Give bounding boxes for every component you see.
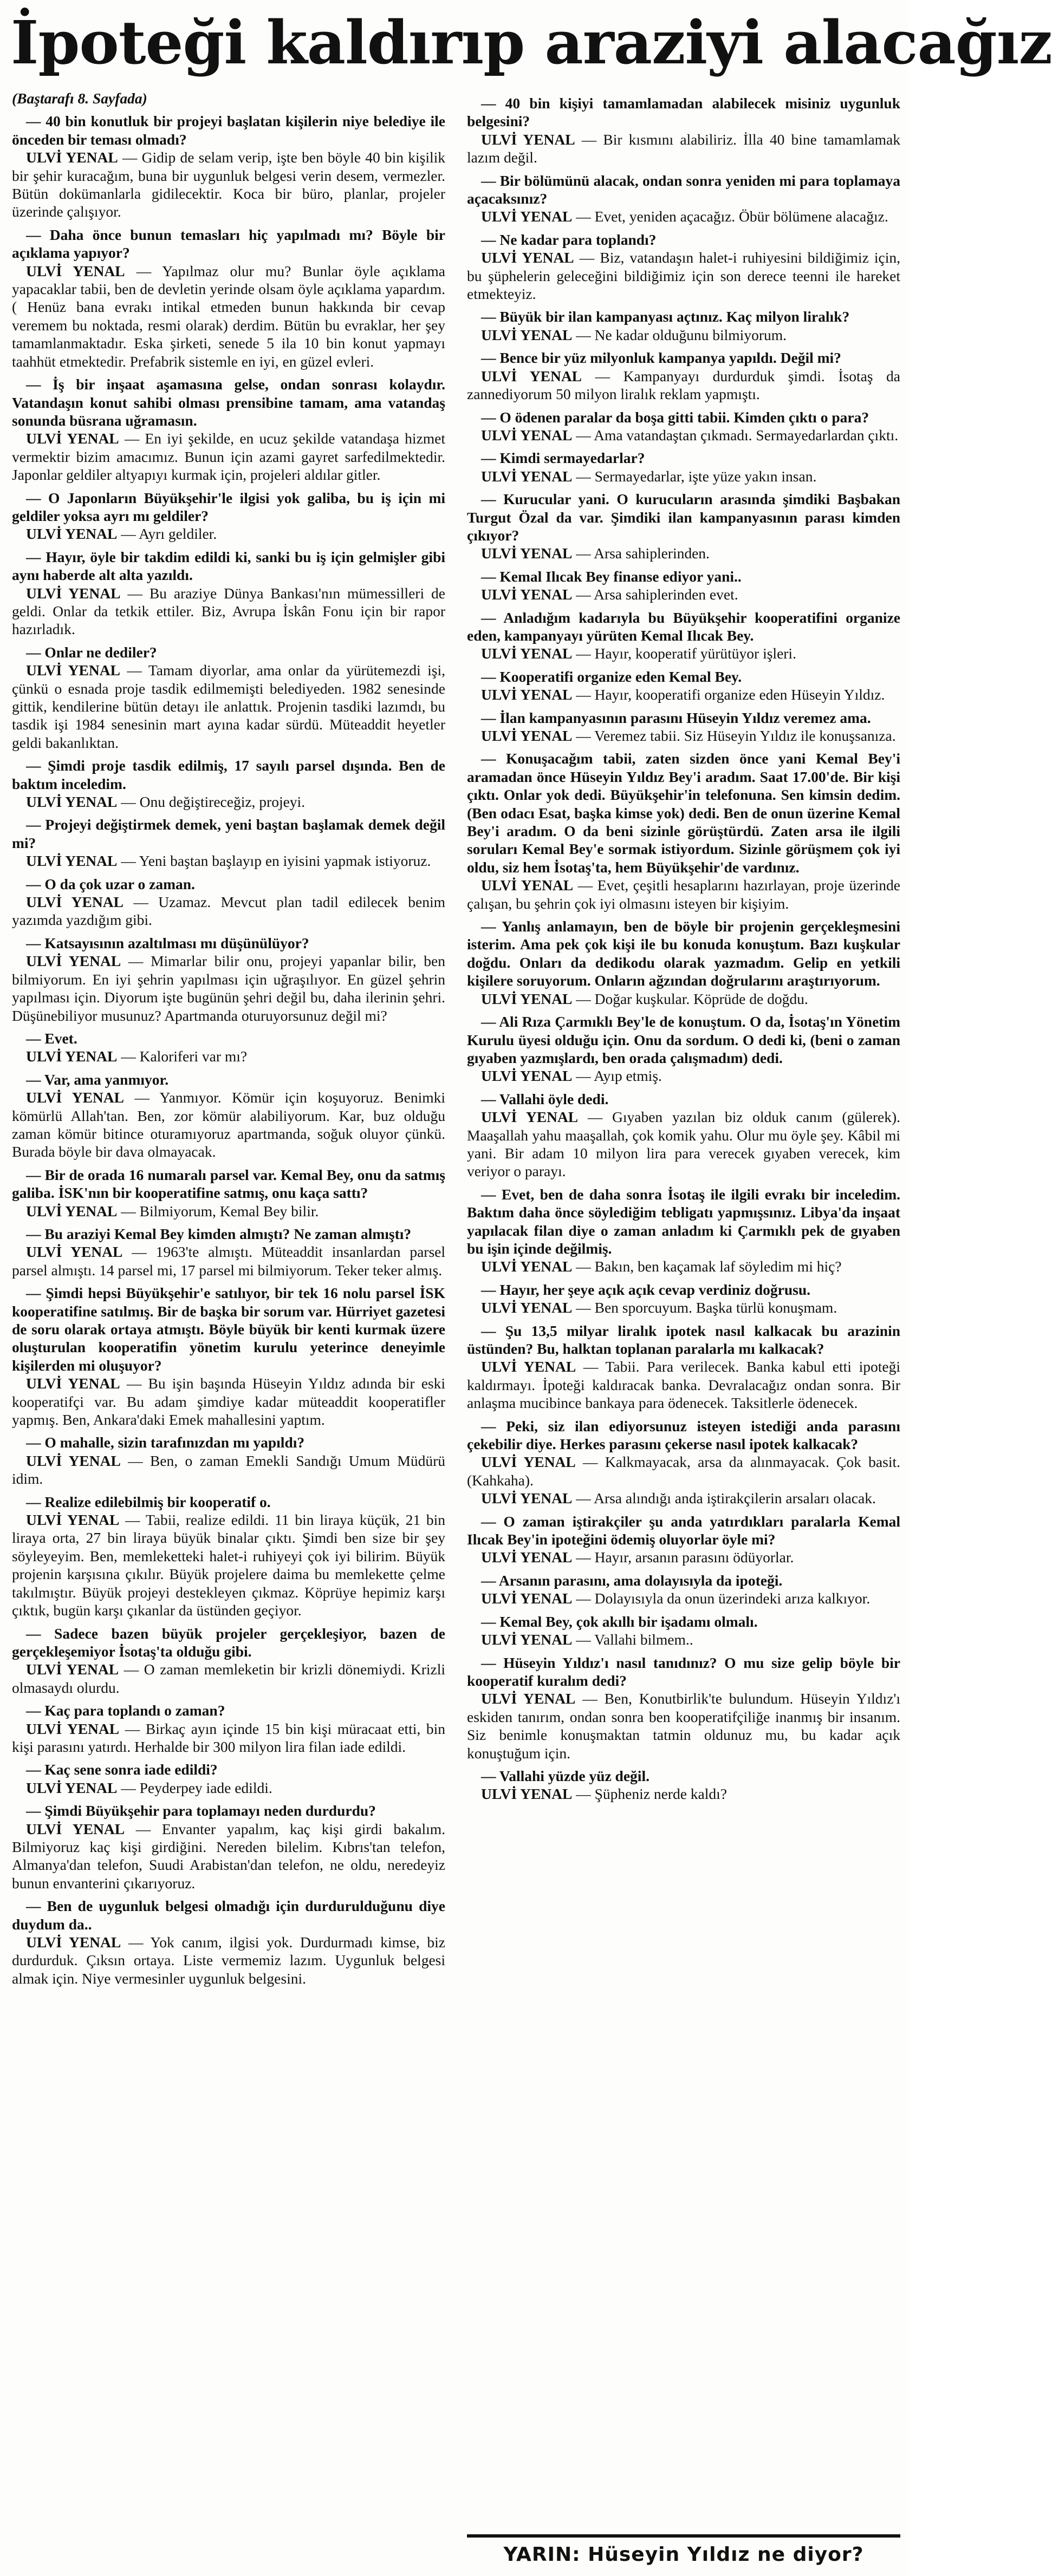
interview-answer — [467, 727, 900, 745]
interview-question: — Katsayısının azaltılması mı düşünülüyor? — [26, 934, 309, 951]
answer-text: — Envanter yapalım, kaç kişi girdi bakalım. Bilmiyoruz kaç kişi girdiğini. Nereden bilelim. Kıbrıs'tan telefon, Almanya'dan telefon, Suudi Arabistan'dan telefon, ne oldu, neredeyiz bunun envanterini çıkarıyoruz. — [12, 1820, 445, 1892]
speaker-name: ULVİ YENAL — [481, 1690, 576, 1707]
answer-text: — Evet, çeşitli hesaplarını hazırlayan, proje üzerinde çalışan, bu şehrin çok iyi olmasını isteyen bir kişiyim. — [467, 877, 900, 912]
answer-text: — Veremez tabii. Siz Hüseyin Yıldız ile konuşsanıza. — [576, 727, 896, 744]
interview-answer — [12, 429, 445, 484]
answer-text: — Kaloriferi var mı? — [121, 1048, 248, 1065]
interview-answer — [12, 1047, 445, 1065]
speaker-name: ULVİ YENAL — [481, 1258, 573, 1275]
interview-question: — Evet, ben de daha sonra İsotaş ile ilgili evrakı bir inceledim. Baktım daha önce söylediğim tebligatı yapmışsınız. Libya'da inşaat yapılacak filan diye o zaman anladım ki Çarmıklı pek de gıyaben bu işin içinde değilmiş. — [467, 1185, 900, 1257]
interview-question: — Kurucular yani. O kurucuların arasında şimdiki Başbakan Turgut Özal da var. Şimdiki ilan kampanyasının parası kimden çıkıyor? — [467, 491, 900, 544]
speaker-name: ULVİ YENAL — [481, 586, 573, 603]
speaker-name: ULVİ YENAL — [26, 1779, 118, 1796]
interview-question: — Konuşacağım tabii, zaten sizden önce yani Kemal Bey'i aramadan önce Hüseyin Yıldız Bey'i aradım. Saat 17.00'de. Bir kişi çıktı. Onlar yok dedi. Büyükşehir'in telefonuna. Sen kimsin dedim. (Ben odacı Esat, başka kimse yok) dedi. Ben de onun üzerine Kemal Bey'i aradım. O da beni sizinle görüştürdü. Zaten arsa ile ilgili soruları Kemal Bey'e sormak istiyordum. Sizinle görüşmem çok iyi oldu, siz hem İsotaş'ta, hem Büyükşehir'de vardınız. — [467, 750, 900, 876]
interview-question: — Projeyi değiştirmek demek, yeni baştan başlamak demek değil mi? — [12, 816, 445, 851]
interview-question: — Kimdi sermayedarlar? — [481, 449, 645, 467]
speaker-name: ULVİ YENAL — [481, 467, 573, 485]
answer-text: — Ne kadar olduğunu bilmiyorum. — [576, 326, 787, 343]
interview-question: — 40 bin konutluk bir projeyi başlatan kişilerin niye belediye ile önceden bir teması olmadı? — [12, 113, 445, 148]
speaker-name: ULVİ YENAL — [481, 426, 573, 444]
answer-text: — Hayır, kooperatifi organize eden Hüseyin Yıldız. — [576, 686, 885, 703]
interview-answer — [12, 148, 445, 221]
interview-answer — [467, 326, 900, 344]
interview-answer — [12, 1660, 445, 1697]
answer-text: — O zaman memleketin bir krizli dönemiydi. Krizli olmasaydı olurdu. — [12, 1661, 445, 1696]
speaker-name: ULVİ YENAL — [26, 1202, 118, 1219]
speaker-name: ULVİ YENAL — [481, 877, 574, 894]
interview-answer — [467, 585, 900, 603]
answer-text: — Sermayedarlar, işte yüze yakın insan. — [576, 467, 817, 485]
interview-question: — Kaç para toplandı o zaman? — [26, 1702, 225, 1719]
interview-answer — [12, 1720, 445, 1756]
answer-text: — Tabii. Para verilecek. Banka kabul etti ipoteği kaldırmayı. İpoteği kaldıracak banka. Devralacağız ondan sonra. Bir anlaşma mucibince bankaya para ödenecek. Taksitlerle ödenecek. — [467, 1358, 900, 1412]
interview-answer — [467, 207, 900, 225]
answer-text: — Arsa alındığı anda iştirakçilerin arsaları olacak. — [576, 1490, 876, 1507]
speaker-name: ULVİ YENAL — [481, 326, 573, 343]
interview-answer — [467, 1358, 900, 1412]
interview-answer — [467, 1299, 900, 1316]
interview-answer — [467, 426, 900, 444]
speaker-name: ULVİ YENAL — [481, 1490, 573, 1507]
interview-question: — Daha önce bunun temasları hiç yapılmadı mı? Böyle bir açıklama yapıyor? — [12, 226, 445, 262]
speaker-name: ULVİ YENAL — [26, 1820, 125, 1837]
interview-answer — [467, 686, 900, 703]
answer-text: — Kalkmayacak, arsa da alınmayacak. Çok basit. (Kahkaha). — [467, 1453, 900, 1489]
interview-answer — [12, 1511, 445, 1619]
speaker-name: ULVİ YENAL — [26, 1375, 120, 1392]
answer-text: — Dolayısıyla da onun üzerindeki arıza kalkıyor. — [576, 1590, 871, 1607]
interview-question: — Yanlış anlamayın, ben de böyle bir projenin gerçekleşmesini isterim. Ama pek çok kişi ile bu konuda konuştum. Bazı kuşkular doğdu. Onları da dedikodu olarak yazmadım. Gelip en yetkili kişilere soruyorum. Onların ağzından doğrularını araştırıyorum. — [467, 918, 900, 989]
speaker-name: ULVİ YENAL — [481, 249, 574, 266]
answer-text: — Hayır, kooperatif yürütüyor işleri. — [576, 645, 796, 662]
answer-text: — Peyderpey iade edildi. — [121, 1779, 272, 1796]
interview-answer — [467, 1690, 900, 1762]
interview-right-body — [467, 94, 900, 1803]
interview-answer — [12, 1452, 445, 1488]
interview-question: — Arsanın parasını, ama dolayısıyla da ipoteği. — [481, 1571, 783, 1589]
interview-question: — O Japonların Büyükşehir'le ilgisi yok galiba, bu iş için mi geldiler yoksa ayrı mı geldiler? — [12, 489, 445, 524]
speaker-name: ULVİ YENAL — [481, 208, 573, 225]
interview-question: — Hüseyin Yıldız'ı nasıl tanıdınız? O mu size gelip böyle bir kooperatif kuralım dedi? — [467, 1654, 900, 1689]
answer-text: — Bakın, ben kaçamak laf söyledim mi hiç? — [576, 1258, 842, 1275]
interview-question: — O zaman iştirakçiler şu anda yatırdıkları paralarla Kemal Ilıcak Bey'in ipoteğini ödemiş oluyorlar öyle mi? — [467, 1512, 900, 1548]
interview-answer — [467, 1108, 900, 1181]
speaker-name: ULVİ YENAL — [481, 1590, 573, 1607]
speaker-name: ULVİ YENAL — [481, 1067, 573, 1085]
speaker-name: ULVİ YENAL — [26, 1089, 124, 1106]
interview-question: — Şu 13,5 milyar liralık ipotek nasıl kalkacak bu arazinin üstünden? Bu, halktan toplanan paralarla mı kalkacak? — [467, 1322, 900, 1357]
interview-answer — [12, 1202, 445, 1220]
speaker-name: ULVİ YENAL — [26, 1243, 123, 1261]
speaker-name: ULVİ YENAL — [26, 1452, 121, 1469]
interview-question: — Evet. — [26, 1029, 77, 1047]
interview-question: — Peki, siz ilan ediyorsunuz isteyen istediği anda parasını çekebilir diye. Herkes parasını çekerse nasıl ipotek kalkacak? — [467, 1417, 900, 1453]
answer-text: — Tamam diyorlar, ama onlar da yürütemezdi işi, çünkü o esnada proje tasdik edilmemişti belediyeden. 1982 senesinde gittik, kendilerine bütün detayı ile anlattık. Projenin tasdiki lazımdı, bu tasdik işi 1984 senesinin mart ayına kadar sürdü. Müteaddit heyetler geldi bakanlıktan. — [12, 662, 446, 751]
interview-answer — [467, 467, 900, 485]
speaker-name: ULVİ YENAL — [26, 525, 118, 543]
tomorrow-teaser: YARIN: Hüseyin Yıldız ne diyor? — [503, 2544, 864, 2566]
interview-answer — [467, 990, 900, 1008]
answer-text: — Ben, Konutbirlik'te bulundum. Hüseyin Yıldız'ı eskiden tanırım, ondan sonra ben kooperatifçiliğe inanmış bir insanım. Siz benimle konuşmaktan tatmin oldunuz mu, bu kadar açık konuştuğum için. — [467, 1690, 900, 1762]
interview-question: — Var, ama yanmıyor. — [26, 1071, 169, 1088]
interview-answer — [12, 584, 445, 638]
answer-text: — En iyi şekilde, en ucuz şekilde vatandaşa hizmet vermektir bizim amacımız. Bunun için azami gayret sarfedilmektedir. Japonlar geldiler altyapıyı kurmak için, projeleri aldılar gitler. — [12, 430, 446, 484]
speaker-name: ULVİ YENAL — [26, 1661, 119, 1678]
answer-text: — Yeni baştan başlayıp en iyisini yapmak istiyoruz. — [121, 852, 431, 870]
speaker-name: ULVİ YENAL — [481, 1299, 573, 1316]
answer-text: — Yanmıyor. Kömür için koşuyoruz. Benimki kömürlü Allah'tan. Ben, zor kömür alabiliyorum. Kar, buz olduğu zaman kömür bitince oturamıyoruz apartmanda, soğuk oluyor çünkü. Burada böyle bir dava olmayacak. — [12, 1089, 445, 1160]
speaker-name: ULVİ YENAL — [481, 645, 573, 662]
interview-question: — Kooperatifi organize eden Kemal Bey. — [481, 668, 742, 685]
answer-text: — 1963'te almıştı. Müteaddit insanlardan parsel parsel almıştı. 14 parsel mi, 17 parsel mi bilmiyorum. Teker teker almış. — [12, 1243, 445, 1279]
interview-answer — [12, 661, 445, 752]
interview-question: — O mahalle, sizin tarafınızdan mı yapıldı? — [26, 1434, 305, 1451]
speaker-name: ULVİ YENAL — [26, 1048, 118, 1065]
interview-answer — [467, 1067, 900, 1085]
interview-question: — Bir de orada 16 numaralı parsel var. Kemal Bey, onu da satmış galiba. İSK'nın bir kooperatifine satmış, onu kaça sattı? — [12, 1166, 445, 1202]
interview-answer — [12, 1933, 445, 1987]
answer-text: — Evet, yeniden açacağız. Öbür bölümene alacağız. — [576, 208, 888, 225]
interview-answer — [467, 1589, 900, 1607]
interview-question: — Büyük bir ilan kampanyası açtınız. Kaç milyon liralık? — [481, 308, 850, 325]
interview-answer — [12, 1088, 445, 1161]
interview-answer — [467, 1489, 900, 1507]
interview-question: — Şimdi Büyükşehir para toplamayı neden durdurdu? — [26, 1802, 376, 1819]
interview-question: — Şimdi proje tasdik edilmiş, 17 sayılı parsel dışında. Ben de baktım inceledim. — [12, 757, 445, 792]
interview-question: — Hayır, her şeye açık açık cevap verdiniz doğrusu. — [481, 1281, 811, 1298]
answer-text: — Vallahi bilmem.. — [576, 1631, 693, 1648]
interview-question: — Sadece bazen büyük projeler gerçekleşiyor, bazen de gerçekleşemiyor İsotaş'ta olduğu gibi. — [12, 1625, 445, 1660]
speaker-name: ULVİ YENAL — [26, 584, 121, 602]
headline: İpoteği kaldırıp araziyi alacağız — [11, 8, 1052, 77]
interview-question: — Onlar ne dediler? — [26, 643, 157, 661]
answer-text: — Biz, vatandaşın halet-i ruhiyesini bildiğimiz için, bu şüphelerin geleceğini bildiğimiz için son derece teenni ile hareket etmekteyiz. — [467, 249, 900, 303]
interview-question: — Ali Rıza Çarmıklı Bey'le de konuştum. O da, İsotaş'ın Yönetim Kurulu üyesi olduğu için. Onu da sordum. O dedi ki, (beni o zaman gıyaben yazmışlardı, ben orada çalışmadım) dedi. — [467, 1013, 900, 1066]
interview-question: — Kemal Ilıcak Bey finanse ediyor yani.. — [481, 568, 742, 585]
answer-text: — Bilmiyorum, Kemal Bey bilir. — [121, 1202, 319, 1219]
speaker-name: ULVİ YENAL — [26, 793, 118, 811]
speaker-name: ULVİ YENAL — [481, 545, 573, 562]
answer-text: — Arsa sahiplerinden. — [576, 545, 710, 562]
interview-answer — [12, 1374, 445, 1429]
answer-text: — Onu değiştireceğiz, projeyi. — [121, 793, 306, 811]
speaker-name: ULVİ YENAL — [481, 1108, 579, 1126]
interview-answer — [467, 544, 900, 562]
interview-answer — [12, 1779, 445, 1797]
interview-answer — [467, 1785, 900, 1803]
interview-answer — [12, 893, 445, 929]
interview-question: — Anladığım kadarıyla bu Büyükşehir kooperatifini organize eden, kampanyayı yürüten Kemal Ilıcak Bey. — [467, 609, 900, 644]
speaker-name: ULVİ YENAL — [26, 662, 120, 679]
interview-question: — Şimdi hepsi Büyükşehir'e satılıyor, bir tek 16 nolu parsel İSK kooperatifine satılmış. Bir de başka bir sorum var. Hürriyet gazetesi de soru olarak ortaya atmıştı. Böyle büyük bir kenti kurmak üzere oluşturulan kooperatifin yönetim kurulu yeterince deneyimle kişilerden mi oluşuyor? — [12, 1284, 445, 1374]
answer-text: — Mimarlar bilir onu, projeyi yapanlar bilir, ben bilmiyorum. En iyi şehrin yapılması için uğraşılıyor. En güzel şehrin yapılması için. Diyorum işte bugünün şehri değil bu, daha ilerinin şehri. Düşünebiliyor musunuz? Apartmanda oturuyorsunuz değil mi? — [12, 953, 445, 1024]
answer-text: — Ayıp etmiş. — [576, 1067, 662, 1085]
footer-rule — [467, 2534, 900, 2538]
speaker-name: ULVİ YENAL — [26, 953, 121, 970]
interview-question: — İlan kampanyasının parasını Hüseyin Yıldız veremez ama. — [481, 709, 871, 726]
interview-question: — Bence bir yüz milyonluk kampanya yapıldı. Değil mi? — [481, 349, 841, 367]
interview-answer — [467, 644, 900, 662]
interview-answer — [467, 367, 900, 403]
speaker-name: ULVİ YENAL — [26, 1934, 121, 1951]
interview-answer — [467, 1631, 900, 1648]
interview-answer — [467, 131, 900, 167]
interview-question: — O da çok uzar o zaman. — [26, 875, 195, 892]
interview-question: — Vallahi yüzde yüz değil. — [481, 1767, 650, 1784]
answer-text: — Gıyaben yazılan biz olduk canım (gülerek). Maaşallah yahu maaşallah, çok komik yahu. Olur mu öyle şey. Kâbil mi yani. Bir adam 10 milyon lira para verecek gıyaben verecek, kim veriyor o parayı. — [467, 1108, 900, 1180]
speaker-name: ULVİ YENAL — [26, 430, 119, 447]
interview-question: — 40 bin kişiyi tamamlamadan alabilecek misiniz uygunluk belgesini? — [467, 95, 900, 130]
answer-text: — Doğar kuşkular. Köprüde de doğdu. — [576, 990, 808, 1007]
answer-text: — Ama vatandaştan çıkmadı. Sermayedarlardan çıktı. — [576, 426, 899, 444]
interview-question: — Realize edilebilmiş bir kooperatif o. — [26, 1493, 271, 1510]
speaker-name: ULVİ YENAL — [481, 1549, 573, 1566]
speaker-name: ULVİ YENAL — [481, 1453, 576, 1471]
speaker-name: ULVİ YENAL — [481, 727, 573, 744]
interview-answer — [467, 1548, 900, 1566]
answer-text: — Gidip de selam verip, işte ben böyle 40 bin kişilik bir şehir kuracağım, buna bir uygunluk belgesi verin desem, vermezler. Bütün dokümanlarla gidilecektir. Koca bir büro, planlar, projeler üzerinde çalışıyor. — [12, 149, 446, 220]
interview-answer — [467, 876, 900, 912]
answer-text: — Uzamaz. Mevcut plan tadil edilecek benim yazımda yazdığım gibi. — [12, 894, 445, 929]
interview-question: — Vallahi öyle dedi. — [481, 1090, 609, 1107]
answer-text: — Arsa sahiplerinden evet. — [576, 586, 738, 603]
answer-text: — Ben sporcuyum. Başka türlü konuşmam. — [576, 1299, 837, 1316]
interview-question: — O ödenen paralar da boşa gitti tabii. Kimden çıktı o para? — [481, 408, 869, 426]
interview-question: — İş bir inşaat aşamasına gelse, ondan sonrası kolaydır. Vatandaşın konut sahibi olması prensibine tamam, ama vatandaş sonunda büsrana uğramasın. — [12, 376, 445, 429]
speaker-name: ULVİ YENAL — [26, 1720, 120, 1737]
speaker-name: ULVİ YENAL — [26, 852, 118, 870]
speaker-name: ULVİ YENAL — [26, 1511, 120, 1529]
answer-text: — Bu araziye Dünya Bankası'nın mümessilleri de geldi. Onlar da tetkik ettiler. Biz, Avrupa İskân Fonu için bir rapor hazırladık. — [12, 584, 446, 638]
interview-question: — Ben de uygunluk belgesi olmadığı için durdurulduğunu diye duydum da.. — [12, 1897, 445, 1933]
answer-text: — Şüpheniz nerde kaldı? — [576, 1785, 727, 1803]
speaker-name: ULVİ YENAL — [481, 686, 573, 703]
answer-text: — Yapılmaz olur mu? Bunlar öyle açıklama yapacaklar tabii, ben de devletin yerinde olsam öyle açıklama yapardım.( Henüz bana evrakı intikal etmeden bunun hakkında bir cevap veremem bu noktada, resmi olarak) derdim. Bütün bu evraklar, her şey tamamlanmaktadır. Eska şirketi, senede 5 ila 10 bin konut yapmayı taahhüt etmektedir. Prefabrik sistemle en iyi, en güzel evleri. — [12, 262, 446, 370]
answer-text: — Hayır, arsanın parasını ödüyorlar. — [576, 1549, 794, 1566]
answer-text: — Bu işin başında Hüseyin Yıldız adında bir eski kooperatifçi var. Bu adam şimdiye kadar müteaddit kooperatifler yapmış. Ben, Ankara'daki Emek mahallesini yaptım. — [12, 1375, 446, 1429]
article-column-right — [467, 89, 900, 2537]
interview-question: — Ne kadar para toplandı? — [481, 231, 657, 248]
speaker-name: ULVİ YENAL — [481, 1631, 573, 1648]
answer-text: — Tabii, realize edildi. 11 bin liraya küçük, 21 bin liraya orta, 27 bin liraya büyük binalar çıktı. Şimdi ben size bir şey söyleyeyim. Ben, memleketteki halet-i ruhiyeyi çok iyi bilirim. Büyük projenin karşısına çıkılır. Büyük projelere daima bu memlekette çelme takılmıştır. Büyük projeyi destekleyen çıkmaz. Köprüye hepimiz karşı çıktık, bugün karşı çıkanlar da üstünden geçiyor. — [12, 1511, 446, 1619]
speaker-name: ULVİ YENAL — [481, 367, 582, 384]
interview-answer — [467, 1453, 900, 1489]
interview-answer — [12, 1243, 445, 1279]
speaker-name: ULVİ YENAL — [481, 1785, 573, 1803]
speaker-name: ULVİ YENAL — [26, 149, 118, 166]
speaker-name: ULVİ YENAL — [26, 262, 125, 279]
speaker-name: ULVİ YENAL — [481, 1358, 576, 1375]
answer-text: — Ben, o zaman Emekli Sandığı Umum Müdürü idim. — [12, 1452, 446, 1488]
interview-answer — [12, 793, 445, 811]
interview-answer — [12, 952, 445, 1025]
interview-answer — [12, 525, 445, 543]
interview-left-body — [12, 112, 445, 1987]
answer-text: — Bir kısmını alabiliriz. İlla 40 bine tamamlamak lazım değil. — [467, 131, 900, 166]
answer-text: — Yok canım, ilgisi yok. Durdurmadı kimse, biz durdurduk. Çıksın ortaya. Liste vermemiz lazım. Uygunluk belgesi almak için. Niye vermesinler uygunluk belgesini. — [12, 1934, 446, 1987]
interview-answer — [467, 249, 900, 303]
interview-question: — Bir bölümünü alacak, ondan sonra yeniden mi para toplamaya açacaksınız? — [467, 172, 900, 207]
answer-text: — Ayrı geldiler. — [121, 525, 217, 543]
speaker-name: ULVİ YENAL — [481, 990, 573, 1007]
interview-question: — Hayır, öyle bir takdim edildi ki, sanki bu iş için gelmişler gibi aynı haberde alt alta yazıldı. — [12, 548, 445, 584]
interview-answer — [467, 1257, 900, 1275]
speaker-name: ULVİ YENAL — [481, 131, 575, 148]
interview-question: — Kemal Bey, çok akıllı bir işadamı olmalı. — [481, 1613, 758, 1630]
interview-answer — [12, 852, 445, 870]
answer-text: — Birkaç ayın içinde 15 bin kişi müracaat etti, bin kişi parasını yatırdı. Herhalde bir 300 milyon lira filan iade edildi. — [12, 1720, 446, 1755]
interview-question: — Kaç sene sonra iade edildi? — [26, 1761, 218, 1778]
continued-from-note: (Baştarafı 8. Sayfada) — [12, 90, 147, 107]
interview-answer — [12, 262, 445, 370]
article-column-left — [12, 89, 445, 2570]
interview-question: — Bu araziyi Kemal Bey kimden almıştı? Ne zaman almıştı? — [26, 1225, 412, 1242]
interview-answer — [12, 1820, 445, 1893]
speaker-name: ULVİ YENAL — [26, 894, 124, 911]
answer-text: — Kampanyayı durdurduk şimdi. İsotaş da zannediyorum 50 milyon liralık reklam yapmıştı. — [467, 367, 900, 403]
